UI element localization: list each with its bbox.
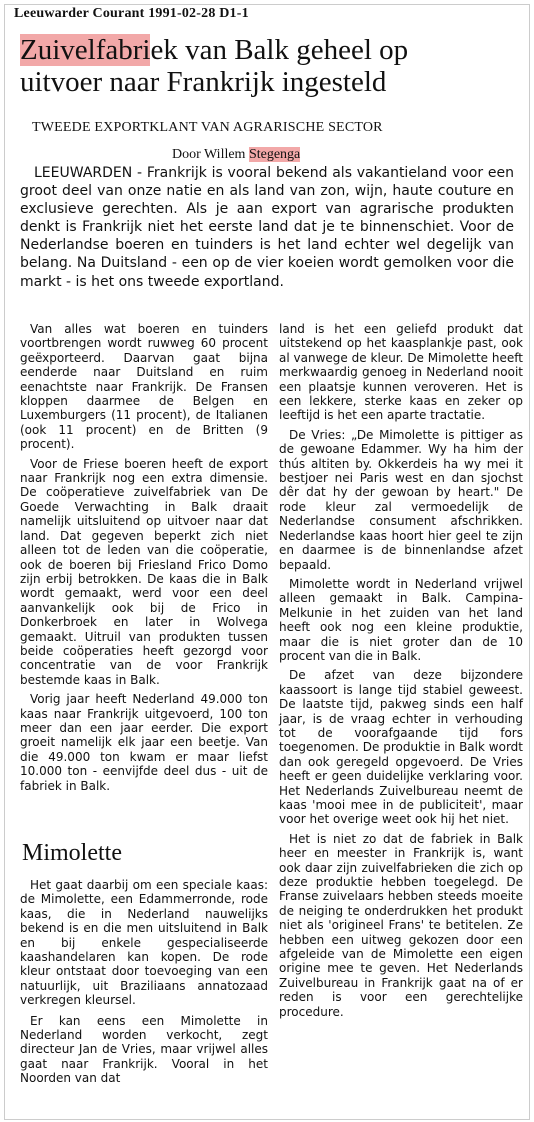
left-column-lower	[20, 878, 268, 1092]
section-heading: Mimolette	[22, 840, 122, 866]
byline-author-highlight: Stegenga	[248, 147, 301, 162]
right-column	[279, 322, 523, 1024]
source-line: Leeuwarder Courant 1991-02-28 D1-1	[14, 6, 249, 21]
byline	[172, 147, 300, 163]
subheadline: TWEEDE EXPORTKLANT VAN AGRARISCHE SECTOR	[32, 120, 383, 135]
left-column	[20, 322, 268, 798]
left-paragraph: Voor de Friese boeren heeft de export naar Frankrijk nog een extra dimensie. De coöperatieve zuivelfabriek van De Goede Verwachting in Balk draait namelijk uitsluitend op uitvoer naar dat land. Dat gegeven beperkt zich niet alleen tot de leden van die coöperatie, ook de boeren bij Friesland Frico Domo zijn erbij betrokken. De kaas die in Balk wordt gemaakt, werd voor een deel aanvankelijk ook bij de Frico in Donkerbroek en later in Wolvega gemaakt. Uitruil van produkten tussen beide coöperaties heeft gezorgd voor concentratie van de voor Frankrijk bestemde kaas in Balk.	[20, 456, 268, 687]
right-paragraph: De Vries: „De Mimolette is pittiger as de gewoane Edammer. Wy ha him der thús altiten by. Okkerdeis ha wy mei it bestjoer nei Paris west en dan sjochst dêr dat hy der gewoan by heart." De rode kleur zal vermoedelijk de Nederlandse consument afschrikken. Nederlandse kaas hoort hier geel te zijn en daarmee is de binnenlandse afzet bepaald.	[279, 427, 523, 572]
headline-line1-rest: ek van Balk geheel op	[150, 34, 409, 66]
byline-prefix: Door Willem	[172, 147, 249, 162]
left-lower-paragraph: Er kan eens een Mimolette in Nederland worden verkocht, zegt directeur Jan de Vries, maar vrijwel alles gaat naar Frankrijk. Vooral in het Noorden van dat	[20, 1013, 268, 1086]
left-paragraph: Van alles wat boeren en tuinders voortbrengen wordt ruwweg 60 procent geëxporteerd. Daarvan gaat bijna eenderde naar Duitsland en ruim eenachtste naar Frankrijk. De Fransen kloppen daarmee de Belgen en Luxemburgers (11 procent), de Italianen (ook 11 procent) en de Britten (9 procent).	[20, 322, 268, 452]
right-paragraph: Het is niet zo dat de fabriek in Balk heer en meester in Frankrijk is, want ook daar zijn zuivelfabrieken die zich op deze produktie hebben toegelegd. De Franse zuivelaars hebben steeds moeite de neiging te onderdrukken het produkt niet als 'origineel Frans' te betitelen. Ze hebben een uitweg gekozen door een afgeleide van de Mimolette een eigen origine mee te geven. Het Nederlands Zuivelbureau in Frankrijk gaat na of er reden is voor een gerechtelijke procedure.	[279, 831, 523, 1019]
left-paragraph: Vorig jaar heeft Nederland 49.000 ton kaas naar Frankrijk uitgevoerd, 100 ton meer dan een jaar eerder. Die export groeit namelijk elk jaar een beetje. Van die 49.000 ton kwam er maar liefst 10.000 ton - eenvijfde deel dus - uit de fabriek in Balk.	[20, 692, 268, 793]
lede-paragraph: LEEUWARDEN - Frankrijk is vooral bekend als vakantieland voor een groot deel van onze natie en als land van zon, wijn, haute couture en exclusieve gerechten. Als je aan export van agrarische produkten denkt is Frankrijk niet het eerste land dat je te binnenschiet. Voor de Nederlandse boeren en tuinders is het land echter wel degelijk van belang. Na Duitsland - een op de vier koeien wordt gemolken voor die markt - is het ons tweede exportland.	[20, 165, 514, 290]
headline-highlight: Zuivelfabri	[20, 34, 151, 66]
right-paragraph: land is het een geliefd produkt dat uitstekend op het kaasplankje past, ook al vanwege de kleur. De Mimolette heeft merkwaardig genoeg in Nederland nooit een plaatsje kunnen veroveren. Het is een lekkere, sterke kaas en zeker op leeftijd is het een aparte tractatie.	[279, 322, 523, 423]
left-lower-paragraph: Het gaat daarbij om een speciale kaas: de Mimolette, een Edammerronde, rode kaas, die in Nederland nauwelijks bekend is en die men uitsluitend in Balk en bij enkele gespecialiseerde kaashandelaren kan kopen. De rode kleur ontstaat door toevoeging van een natuurlijk, uit Braziliaans annatozaad verkregen kleursel.	[20, 878, 268, 1008]
right-paragraph: De afzet van deze bijzondere kaassoort is lange tijd stabiel geweest. De laatste tijd, pakweg sinds een half jaar, is de vraag echter in verhouding tot de voorafgaande tijd fors toegenomen. De produktie in Balk wordt dan ook geregeld opgevoerd. De Vries heeft er geen duidelijke verklaring voor. Het Nederlands Zuivelbureau neemt de kaas 'mooi mee in de publiciteit', maar voor het overige weet ook hij het niet.	[279, 668, 523, 827]
right-paragraph: Mimolette wordt in Nederland vrijwel alleen gemaakt in Balk. Campina-Melkunie in het zuiden van het land heeft ook nog een kleine produktie, maar die is niet groter dan de 10 procent van die in Balk.	[279, 576, 523, 663]
headline-line2: uitvoer naar Frankrijk ingesteld	[20, 66, 387, 98]
headline	[20, 34, 530, 98]
